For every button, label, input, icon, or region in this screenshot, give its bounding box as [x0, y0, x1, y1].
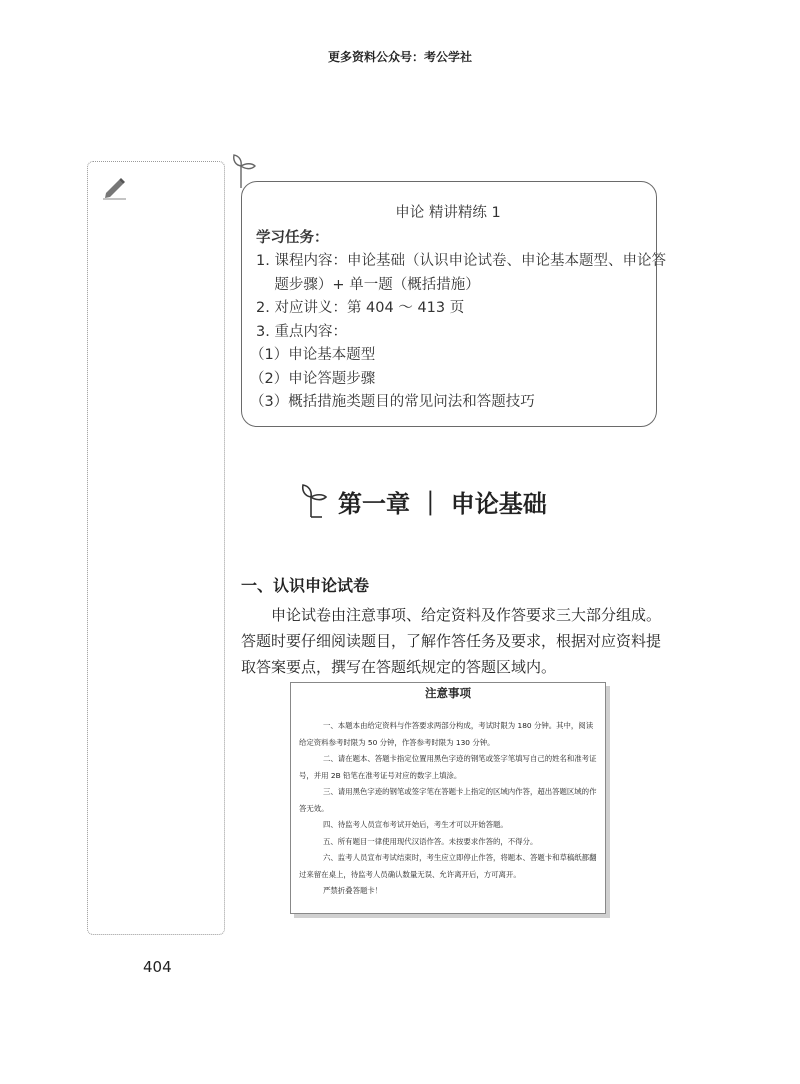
task-box-title: 申论 精讲精练 1 [395, 205, 501, 221]
task-line: （3）概括措施类题目的常见问法和答题技巧 [250, 394, 535, 410]
page-header: 更多资料公众号：考公学社 [327, 50, 472, 64]
notice-item: 一、本题本由给定资料与作答要求两部分构成，考试时限为 180 分钟。其中，阅读给定资料参考时限为 50 分钟，作答参考时限为 130 分钟。 [299, 721, 594, 747]
notice-item: 二、请在题本、答题卡指定位置用黑色字迹的钢笔或签字笔填写自己的姓名和准考证号，并用 2B 铅笔在准考证号对应的数字上填涂。 [299, 754, 597, 780]
task-line: 题步骤）+ 单一题（概括措施） [256, 276, 480, 293]
section-title: 一、认识申论试卷 [241, 576, 370, 595]
task-heading: 学习任务： [256, 229, 329, 246]
notes-margin [87, 161, 225, 935]
body-paragraph: 申论试卷由注意事项、给定资料及作答要求三大部分组成。答题时要仔细阅读题目，了解作答任务及要求，根据对应资料提取答案要点，撰写在答题纸规定的答题区域内。 [241, 606, 662, 676]
notice-title: 注意事项 [425, 686, 471, 700]
notice-item: 四、待监考人员宣布考试开始后，考生才可以开始答题。 [323, 820, 508, 829]
task-line: 3. 重点内容： [256, 323, 347, 340]
sprout-icon [300, 483, 334, 519]
notice-item: 三、请用黑色字迹的钢笔或签字笔在答题卡上指定的区域内作答，超出答题区域的作答无效。 [299, 787, 597, 813]
task-line: 1. 课程内容：申论基础（认识申论试卷、申论基本题型、申论答 [256, 253, 666, 269]
learning-task-box [241, 181, 666, 427]
task-line: 2. 对应讲义：第 404 ～ 413 页 [256, 300, 465, 316]
chapter-heading [300, 481, 547, 521]
notice-item: 五、所有题目一律使用现代汉语作答。未按要求作答的，不得分。 [323, 836, 538, 846]
page-number: 404 [143, 958, 172, 976]
chapter-title: 第一章 ｜ 申论基础 [338, 489, 547, 518]
task-line: （2）申论答题步骤 [250, 370, 376, 387]
notice-item: 六、监考人员宣布考试结束时，考生应立即停止作答，将题本、答题卡和草稿纸都翻过来留在桌上，待监考人员确认数量无误、允许离开后，方可离开。 [299, 853, 597, 879]
notice-sample-image [290, 682, 606, 914]
task-line: （1）申论基本题型 [250, 347, 376, 363]
notice-item: 严禁折叠答题卡！ [323, 886, 383, 895]
pencil-icon [102, 176, 128, 200]
